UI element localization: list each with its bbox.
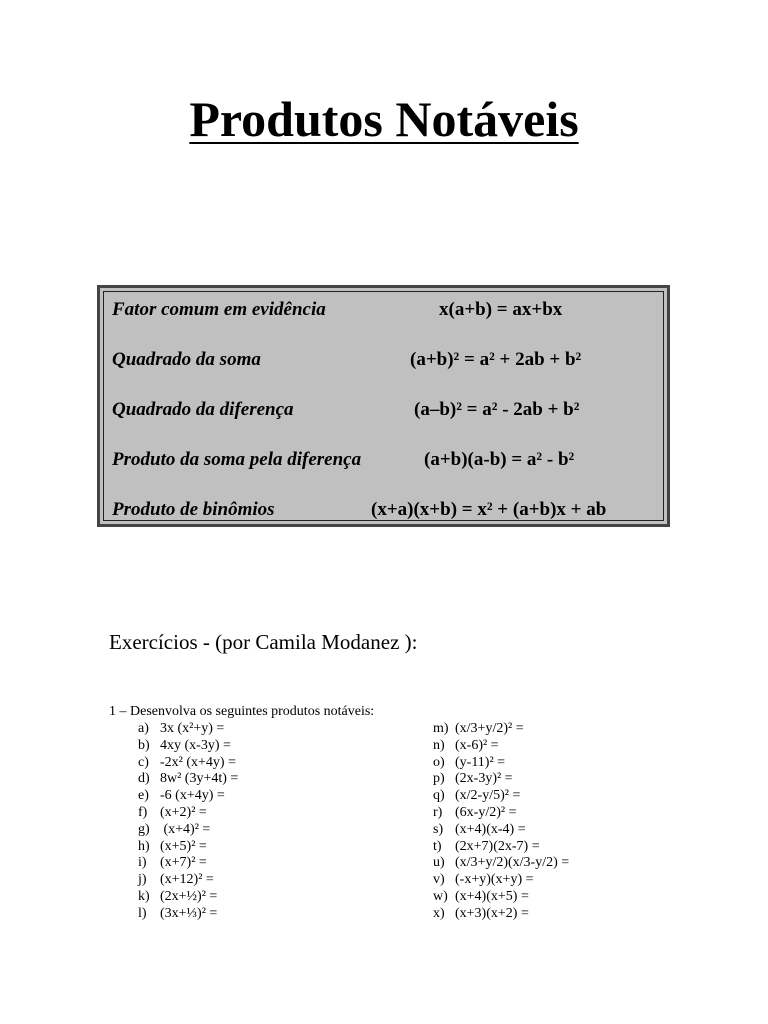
item-expression: (x-6)² = bbox=[455, 737, 499, 753]
exercise-item-w bbox=[433, 889, 569, 906]
item-letter: j) bbox=[138, 872, 147, 888]
title-text: Produtos Notáveis bbox=[189, 91, 579, 147]
exercise-item-k bbox=[138, 889, 238, 906]
item-expression: (3x+⅓)² = bbox=[160, 905, 218, 921]
formula-row-quadrado-diferenca bbox=[112, 396, 659, 424]
item-expression: (x+5)² = bbox=[160, 838, 207, 854]
formula-label: Produto da soma pela diferença bbox=[112, 449, 362, 470]
exercise-item-r bbox=[433, 805, 569, 822]
item-letter: d) bbox=[138, 771, 150, 787]
item-letter: a) bbox=[138, 721, 149, 736]
question-1-intro: 1 – Desenvolva os seguintes produtos notáveis: bbox=[109, 704, 375, 719]
item-letter: g) bbox=[138, 821, 150, 837]
exercise-item-q bbox=[433, 788, 569, 805]
item-expression: 4xy (x-3y) = bbox=[160, 737, 231, 753]
item-letter: o) bbox=[433, 754, 445, 770]
item-expression: (x+2)² = bbox=[160, 804, 207, 820]
exercise-item-s bbox=[433, 822, 569, 839]
exercise-item-b bbox=[138, 738, 238, 755]
exercise-item-a bbox=[138, 721, 238, 738]
item-expression: (x+7)² = bbox=[160, 855, 207, 871]
exercise-item-t bbox=[433, 839, 569, 856]
exercise-item-h bbox=[138, 839, 238, 856]
formula-row-soma-pela-diferenca bbox=[112, 446, 659, 474]
formula-label: Fator comum em evidência bbox=[112, 299, 326, 320]
item-letter: l) bbox=[138, 905, 147, 921]
item-letter: q) bbox=[433, 788, 445, 804]
item-letter: w) bbox=[433, 888, 448, 904]
item-letter: s) bbox=[433, 821, 444, 837]
item-expression: -6 (x+4y) = bbox=[160, 788, 225, 804]
formula-row-fator-comum bbox=[112, 296, 659, 324]
exercise-item-f bbox=[138, 805, 238, 822]
exercise-item-e bbox=[138, 788, 238, 805]
exercise-item-j bbox=[138, 872, 238, 889]
item-letter: x) bbox=[433, 905, 445, 921]
formula-expression: (a+b)² = a² + 2ab + b² bbox=[410, 349, 582, 370]
exercise-item-l bbox=[138, 906, 238, 923]
item-expression: (2x+½)² = bbox=[160, 888, 218, 904]
item-letter: r) bbox=[433, 804, 443, 820]
item-letter: v) bbox=[433, 872, 445, 888]
item-expression: (x+4)(x+5) = bbox=[455, 888, 529, 904]
item-expression: (x+3)(x+2) = bbox=[455, 905, 529, 921]
item-letter: c) bbox=[138, 754, 149, 770]
exercise-item-n bbox=[433, 738, 569, 755]
item-letter: e) bbox=[138, 788, 149, 804]
item-letter: u) bbox=[433, 855, 445, 871]
formula-row-produto-binomios bbox=[112, 496, 659, 524]
exercise-item-i bbox=[138, 855, 238, 872]
item-expression: -2x² (x+4y) = bbox=[160, 754, 236, 770]
item-expression: (y-11)² = bbox=[455, 754, 506, 770]
item-letter: h) bbox=[138, 838, 150, 854]
exercise-list-left bbox=[138, 721, 238, 923]
item-expression: (x+4)² = bbox=[160, 821, 211, 837]
exercicios-heading: Exercícios - (por Camila Modanez ): bbox=[109, 630, 418, 654]
item-letter: k) bbox=[138, 888, 150, 904]
item-letter: f) bbox=[138, 804, 148, 820]
page-title bbox=[0, 88, 768, 150]
formula-expression: x(a+b) = ax+bx bbox=[439, 299, 563, 320]
exercise-item-o bbox=[433, 755, 569, 772]
exercise-item-u bbox=[433, 855, 569, 872]
exercise-item-g bbox=[138, 822, 238, 839]
exercise-item-m bbox=[433, 721, 569, 738]
formula-expression: (a+b)(a-b) = a² - b² bbox=[424, 449, 575, 470]
item-letter: b) bbox=[138, 737, 150, 753]
exercise-item-c bbox=[138, 755, 238, 772]
formula-label: Quadrado da soma bbox=[112, 349, 261, 370]
item-expression: (x/2-y/5)² = bbox=[455, 788, 521, 804]
item-expression: (6x-y/2)² = bbox=[455, 804, 517, 820]
item-expression: (-x+y)(x+y) = bbox=[455, 872, 534, 888]
item-expression: (x+4)(x-4) = bbox=[455, 821, 526, 837]
item-letter: n) bbox=[433, 737, 445, 753]
item-expression: (2x-3y)² = bbox=[455, 771, 513, 787]
item-expression: 3x (x²+y) = bbox=[160, 721, 225, 736]
item-letter: i) bbox=[138, 855, 147, 871]
item-expression: 8w² (3y+4t) = bbox=[160, 771, 239, 787]
item-expression: (x+12)² = bbox=[160, 872, 214, 888]
item-expression: (x/3+y/2)² = bbox=[455, 721, 524, 736]
item-letter: t) bbox=[433, 838, 442, 854]
exercise-item-x bbox=[433, 906, 569, 923]
item-letter: m) bbox=[433, 721, 449, 736]
formula-label: Produto de binômios bbox=[112, 499, 275, 520]
item-expression: (2x+7)(2x-7) = bbox=[455, 838, 540, 854]
formula-box bbox=[97, 285, 670, 527]
formula-row-quadrado-soma bbox=[112, 346, 659, 374]
formula-expression: (x+a)(x+b) = x² + (a+b)x + ab bbox=[371, 499, 607, 520]
exercise-item-p bbox=[433, 771, 569, 788]
formula-label: Quadrado da diferença bbox=[112, 399, 294, 420]
exercise-item-d bbox=[138, 771, 238, 788]
formula-expression: (a–b)² = a² - 2ab + b² bbox=[414, 399, 580, 420]
item-expression: (x/3+y/2)(x/3-y/2) = bbox=[455, 855, 570, 871]
exercise-item-v bbox=[433, 872, 569, 889]
exercise-list-right bbox=[433, 721, 569, 923]
item-letter: p) bbox=[433, 771, 445, 787]
